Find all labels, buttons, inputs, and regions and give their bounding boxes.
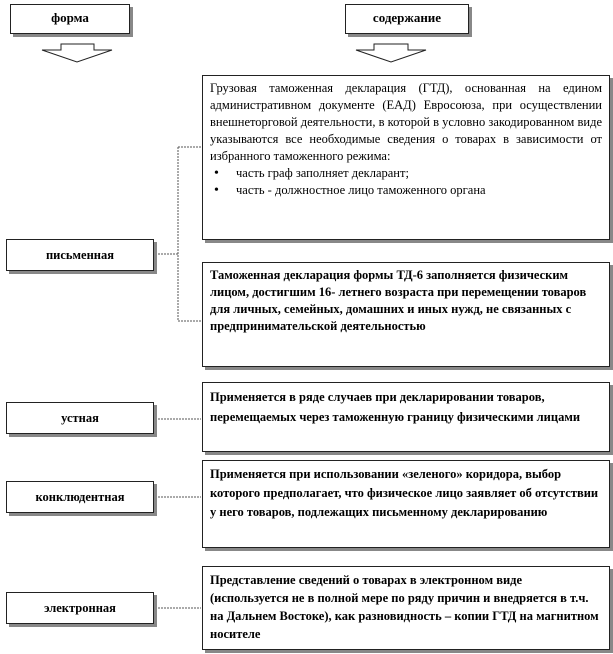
form-oral: устная [6, 402, 154, 434]
content-electronic-text: Представление сведений о товарах в электронном виде (используется не в полной мере по ряду причин и внедряется в т.ч. на Дальнем Востоке), как разновидность – копии ГТД на магнитном носителе [210, 573, 599, 641]
content-oral-text: Применяется в ряде случаев при декларировании товаров, перемещаемых через таможенную границу физическими лицами [210, 390, 581, 424]
content-gtd [202, 75, 610, 240]
header-content: содержание [345, 4, 469, 34]
form-conclusive: конклюдентная [6, 481, 154, 513]
content-td6 [202, 262, 610, 367]
content-gtd-text: Грузовая таможенная декларация (ГТД), основанная на едином административном документе (ЕАД) Евросоюза, при осуществлении внешнеторговой деятельности, в которой в условно закодированном виде указываются все необходимые сведения о товарах в зависимости от избранного таможенного режима: [210, 81, 602, 163]
content-electronic [202, 566, 610, 650]
arrow-down-icon [356, 44, 426, 62]
form-electronic: электронная [6, 592, 154, 624]
header-form: форма [10, 4, 130, 34]
content-td6-text: Таможенная декларация формы ТД-6 заполняется физическим лицом, достигшим 16- летнего возраста при перемещении товаров для личных, семейных, домашних и иных нужд, не связанных с предпринимательской деятельностью [210, 268, 587, 333]
content-oral [202, 382, 610, 452]
content-conclusive-text: Применяется при использовании «зеленого» коридора, выбор которого предполагает, что физическое лицо заявляет об отсутствии у него товаров, подлежащих письменному декларированию [210, 467, 599, 519]
bullet-item: • часть - должностное лицо таможенного органа [210, 182, 602, 199]
form-written: письменная [6, 239, 154, 271]
arrow-down-icon [42, 44, 112, 62]
content-gtd-bullets [210, 165, 602, 199]
content-conclusive [202, 460, 610, 548]
bullet-item: • часть граф заполняет декларант; [210, 165, 602, 182]
